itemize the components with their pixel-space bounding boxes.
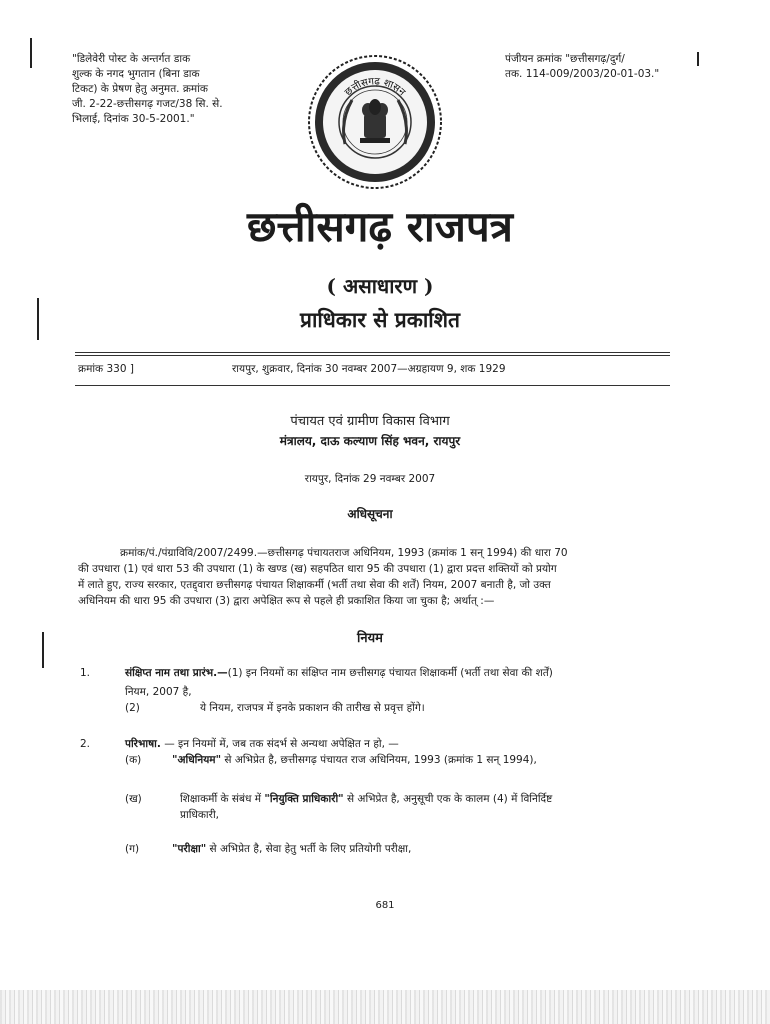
defined-term: "नियुक्ति प्राधिकारी" <box>264 793 344 805</box>
scan-edge-mark <box>42 632 44 668</box>
state-emblem-seal <box>300 52 450 192</box>
postal-note-line: जी. 2-22-छत्तीसगढ़ गजट/38 सि. से. <box>72 98 223 110</box>
definition-cont: प्राधिकारी, <box>180 809 220 821</box>
postal-note-line: भिलाई, दिनांक 30-5-2001." <box>72 113 195 125</box>
clause-text <box>180 792 672 807</box>
department-office: मंत्रालय, दाऊ कल्याण सिंह भवन, रायपुर <box>279 434 461 448</box>
subrule-label: (2) <box>125 702 140 714</box>
divider <box>75 385 670 386</box>
scan-edge-mark <box>697 52 699 66</box>
rule-text-cont: नियम, 2007 है, <box>125 686 192 698</box>
rule-text: — इन नियमों में, जब तक संदर्भ से अन्यथा अपेक्षित न हो, — <box>160 738 399 750</box>
divider <box>75 352 670 353</box>
gazette-title: छत्तीसगढ़ राजपत्र <box>247 202 513 251</box>
defined-term: "परीक्षा" <box>172 843 207 855</box>
emblem-text: छत्तीसगढ़ शासन <box>342 76 408 99</box>
rules-heading: नियम <box>357 631 383 646</box>
defined-term: "अधिनियम" <box>172 754 222 766</box>
postal-permission-note <box>72 52 272 127</box>
postal-note-line: शुल्क के नगद भुगतान (बिना डाक <box>72 68 200 80</box>
clause-text <box>172 842 672 857</box>
scan-edge-mark <box>30 38 32 68</box>
extraordinary-label: ( असाधारण ) <box>326 274 434 298</box>
clause-label: (क) <box>125 754 142 766</box>
rule-number: 2. <box>80 738 91 750</box>
page-number: 681 <box>375 900 395 911</box>
scan-bottom-noise <box>0 990 770 1024</box>
clause-text <box>172 753 672 768</box>
preamble-line: की उपधारा (1) एवं धारा 53 की उपधारा (1) के खण्ड (ख) सहपठित धारा 95 की उपधारा (1) द्वारा प्रदत्त शक्तियों को प्रयोग <box>78 563 557 575</box>
notification-date: रायपुर, दिनांक 29 नवम्बर 2007 <box>304 473 436 485</box>
issue-dateline: रायपुर, शुक्रवार, दिनांक 30 नवम्बर 2007—अग्रहायण 9, शक 1929 <box>232 363 506 375</box>
definition: से अभिप्रेत है, छत्तीसगढ़ पंचायत राज अधिनियम, 1993 (क्रमांक 1 सन् 1994), <box>221 754 537 766</box>
registration-line: तक. 114-009/2003/20-01-03." <box>505 68 660 80</box>
preamble-paragraph <box>78 545 670 609</box>
divider <box>75 355 670 356</box>
rule-heading: संक्षिप्त नाम तथा प्रारंभ.— <box>125 667 228 679</box>
definition-prefix: शिक्षाकर्मी के संबंध में <box>180 793 265 805</box>
rule-1-text <box>125 666 670 681</box>
scan-edge-mark <box>37 298 39 340</box>
rule-number: 1. <box>80 667 91 679</box>
subrule-text: ये नियम, राजपत्र में इनके प्रकाशन की तारीख से प्रवृत्त होंगे। <box>200 702 425 714</box>
issue-number: क्रमांक 330 ] <box>78 363 134 375</box>
clause-label: (ख) <box>125 793 142 805</box>
emblem-icon <box>300 52 450 192</box>
rule-text: (1) इन नियमों का संक्षिप्त नाम छत्तीसगढ़ पंचायत शिक्षाकर्मी (भर्ती तथा सेवा की शर्तें) <box>227 667 553 679</box>
preamble-line: में लाते हुए, राज्य सरकार, एतद्द्वारा छत्तीसगढ़ पंचायत शिक्षाकर्मी (भर्ती तथा सेवा की शर्तें) नियम, 2007 बनाती है, जो उक्त <box>78 579 551 591</box>
preamble-line: अधिनियम की धारा 95 की उपधारा (3) द्वारा अपेक्षित रूप से पहले ही प्रकाशित किया जा चुका है; अर्थात् :— <box>78 595 495 607</box>
postal-note-line: "डिलेवेरी पोस्ट के अन्तर्गत डाक <box>72 53 191 65</box>
registration-number <box>505 52 705 82</box>
department-name: पंचायत एवं ग्रामीण विकास विभाग <box>290 414 450 429</box>
registration-line: पंजीयन क्रमांक "छत्तीसगढ़/दुर्ग/ <box>505 53 625 65</box>
rule-2-text <box>125 737 670 752</box>
definition: से अभिप्रेत है, अनुसूची एक के कालम (4) में विनिर्दिष्ट <box>343 793 553 805</box>
definition: से अभिप्रेत है, सेवा हेतु भर्ती के लिए प्रतियोगी परीक्षा, <box>206 843 412 855</box>
postal-note-line: टिकट) के प्रेषण हेतु अनुमत. क्रमांक <box>72 83 208 95</box>
notification-heading: अधिसूचना <box>347 507 393 521</box>
rule-heading: परिभाषा. <box>125 738 161 750</box>
published-by-authority: प्राधिकार से प्रकाशित <box>300 307 460 332</box>
clause-label: (ग) <box>125 843 140 855</box>
preamble-line: क्रमांक/पं./पंग्राविवि/2007/2499.—छत्तीसगढ़ पंचायतराज अधिनियम, 1993 (क्रमांक 1 सन् 1994) की धारा 70 <box>120 547 568 559</box>
